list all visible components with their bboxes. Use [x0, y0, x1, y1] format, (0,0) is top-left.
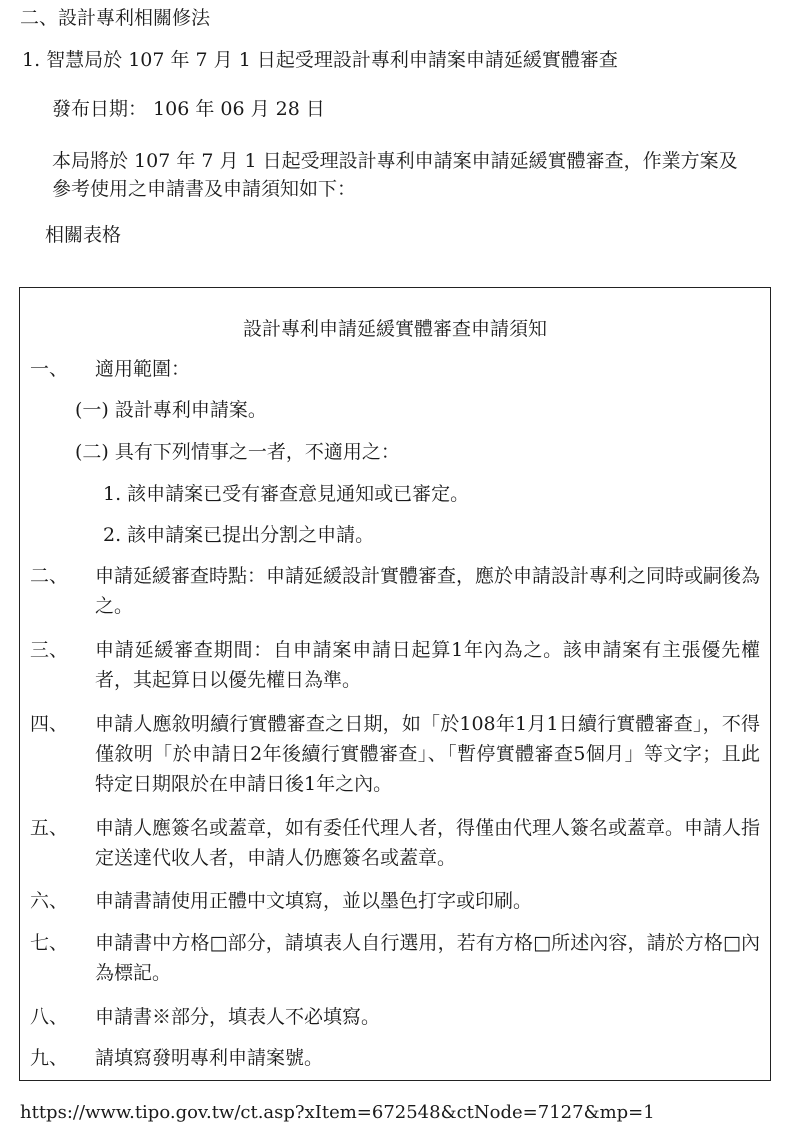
- notice-title: 1. 智慧局於 107 年 7 月 1 日起受理設計專利申請案申請延緩實體審查: [22, 49, 618, 71]
- item-text: 申請書中方格□部分，請填表人自行選用，若有方格□所述內容，請於方格□內為標記。: [95, 932, 760, 984]
- item-1-num: 一、: [30, 358, 69, 380]
- source-url[interactable]: https://www.tipo.gov.tw/ct.asp?xItem=672548&ctNode=7127&mp=1: [20, 1102, 655, 1123]
- item-text: 申請人應敘明續行實體審查之日期，如「於108年1月1日續行實體審查」，不得僅敘明「於申請日2年後續行實體審查」、「暫停實體審查5個月」等文字；且此特定日期限於在申請日後1年之內。: [95, 713, 760, 795]
- related-forms-link[interactable]: 相關表格: [45, 224, 122, 246]
- item-num: 九、: [30, 1047, 69, 1069]
- item-num: 七、: [30, 932, 69, 954]
- item-num: 四、: [30, 713, 69, 735]
- notice-body: 本局將於 107 年 7 月 1 日起受理設計專利申請案申請延緩實體審查，作業方案及參考使用之申請書及申請須知如下：: [52, 150, 738, 200]
- item-num: 五、: [30, 817, 69, 839]
- item-text: 申請延緩審查期間：自申請案申請日起算1年內為之。該申請案有主張優先權者，其起算日以優先權日為準。: [95, 639, 760, 691]
- box-title: 設計專利申請延緩實體審查申請須知: [242, 318, 547, 340]
- item-num: 二、: [30, 565, 69, 587]
- item-1-text: 適用範圍：: [95, 358, 191, 380]
- item-text: 請填寫發明專利申請案號。: [95, 1047, 324, 1069]
- item-num: 八、: [30, 1006, 69, 1028]
- item-1-subsub-2: 2. 該申請案已提出分割之申請。: [103, 524, 375, 546]
- section-title: 二、設計專利相關修法: [20, 7, 211, 29]
- item-text: 申請書請使用正體中文填寫，並以墨色打字或印刷。: [95, 890, 533, 912]
- item-num: 六、: [30, 890, 69, 912]
- item-1-subsub-1: 1. 該申請案已受有審查意見通知或已審定。: [103, 483, 470, 505]
- item-1-sub-1: (一) 設計專利申請案。: [75, 399, 267, 421]
- item-text: 申請延緩審查時點：申請延緩設計實體審查，應於申請設計專利之同時或嗣後為之。: [95, 565, 761, 617]
- publish-date: 發布日期： 106 年 06 月 28 日: [52, 98, 325, 120]
- item-num: 三、: [30, 639, 69, 661]
- application-notes-box: [19, 287, 771, 1081]
- item-text: 申請人應簽名或蓋章，如有委任代理人者，得僅由代理人簽名或蓋章。申請人指定送達代收人者，申請人仍應簽名或蓋章。: [95, 817, 761, 869]
- item-1-sub-2: (二) 具有下列情事之一者，不適用之：: [75, 441, 400, 463]
- item-text: 申請書※部分，填表人不必填寫。: [95, 1006, 381, 1028]
